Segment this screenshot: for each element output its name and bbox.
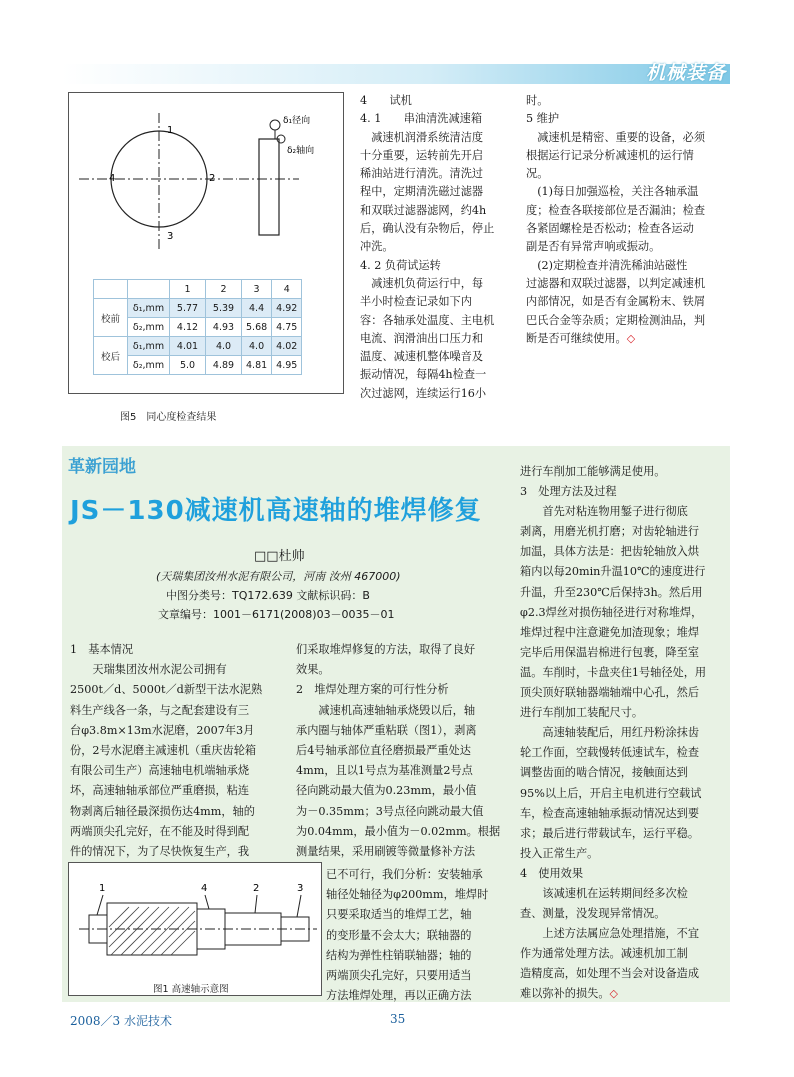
text-line: 为－0.35mm；3号点径向跳动最大值 — [296, 804, 484, 818]
table-row — [94, 337, 302, 356]
text-line: 进行车削加工能够满足使用。 — [520, 465, 666, 478]
top-text-column-3 — [526, 92, 730, 348]
value-cell: 4.12 — [170, 318, 206, 337]
figure-1 — [68, 862, 322, 996]
text-line: 后4号轴承部位直径磨损最严重处达 — [296, 743, 471, 757]
footer-page-number: 35 — [390, 1012, 406, 1026]
text-line: 减速机负荷运行中，每 — [360, 276, 484, 290]
text-line: 5 维护 — [526, 112, 560, 126]
text-line: 4 使用效果 — [520, 866, 584, 880]
concentricity-diagram — [69, 93, 345, 283]
text-line: 减速机高速轴轴承烧毁以后，轴 — [296, 703, 476, 717]
text-line: 4mm，且以1号点为基准测量2号点 — [296, 764, 473, 778]
value-cell: 4.92 — [272, 299, 302, 318]
value-cell: 4.0 — [206, 337, 242, 356]
text-line: 巴氏合金等杂质；定期检测油品，判 — [526, 313, 706, 327]
text-line: 内部情况，如是否有金属粉末、铁屑 — [526, 295, 706, 309]
text-line: 效果。 — [296, 663, 330, 677]
text-line: 4 试机 — [360, 94, 412, 107]
text-line: 温。车削时，卡盘夹住1号轴径处，用 — [520, 665, 707, 679]
text-line: 温度、减速机整体噪音及 — [360, 350, 484, 364]
axial-label: δ₂轴向 — [287, 146, 315, 156]
text-line: 各紧固螺栓是否松动；检查各运动 — [526, 222, 694, 236]
text-line: φ2.3焊丝对损伤轴径进行对称堆焊， — [520, 605, 703, 619]
point-3-label: 3 — [167, 231, 174, 242]
row-label: δ₂,mm — [128, 318, 170, 337]
header-cell: 4 — [272, 280, 302, 299]
text-line: 箱内以每20min升温10℃的速度进行 — [520, 565, 706, 579]
text-line: (1)每日加强巡检，关注各轴承温 — [526, 185, 699, 199]
text-line: 径向跳动最大值为0.23mm，最小值 — [296, 784, 477, 798]
text-line: 程中，定期清洗磁过滤器 — [360, 185, 484, 199]
text-line: 升温，升至230℃后保持3h。然后用 — [520, 585, 703, 599]
footer-journal: 2008／3 水泥技术 — [70, 1014, 172, 1028]
text-line: 高速轴装配后，用红丹粉涂抹齿 — [520, 726, 700, 740]
value-cell: 4.95 — [272, 356, 302, 375]
value-cell: 4.89 — [206, 356, 242, 375]
text-line: 加温，具体方法是：把齿轮轴放入烘 — [520, 545, 700, 559]
text-line: 们采取堆焊修复的方法，取得了良好 — [296, 643, 476, 656]
article-author: □□杜帅 — [254, 549, 305, 564]
radial-label: δ₁径向 — [283, 116, 311, 126]
text-line: 已不可行，我们分析：安装轴承 — [326, 868, 483, 881]
text-line: 减速机润滑系统清洁度 — [360, 130, 484, 144]
text-line: 台φ3.8m×13m水泥磨，2007年3月 — [70, 723, 255, 737]
header-cell: 2 — [206, 280, 242, 299]
text-line: 件的情况下，为了尽快恢复生产，我 — [70, 844, 250, 858]
text-line: 断是否可继续使用。◇ — [526, 330, 730, 348]
text-line: 和双联过滤器滤网，约4h — [360, 203, 487, 217]
table-row — [94, 299, 302, 318]
value-cell: 5.77 — [170, 299, 206, 318]
point-1-label: 1 — [167, 125, 174, 136]
text-line: 顶尖顶好联轴器端轴端中心孔，然后 — [520, 686, 700, 700]
group-cell: 校后 — [94, 337, 128, 375]
end-mark-icon: ◇ — [626, 331, 636, 345]
figure-5 — [68, 92, 344, 394]
text-line: 有限公司生产）高速轴电机端轴承烧 — [70, 764, 250, 778]
body-column-middle-wrap — [326, 865, 506, 1006]
text-line: (2)定期检查并清洗稀油站磁性 — [526, 258, 688, 272]
text-line: 轴径处轴径为φ200mm，堆焊时 — [326, 888, 489, 902]
point-2-label: 2 — [209, 173, 216, 184]
value-cell: 4.0 — [242, 337, 272, 356]
text-line: 承内圈与轴体严重粘联（图1），剥离 — [296, 723, 477, 737]
value-cell: 4.01 — [170, 337, 206, 356]
text-line: 物剥离后轴径最深损伤达4mm，轴的 — [70, 804, 255, 818]
shaft-label-3: 3 — [297, 883, 304, 894]
row-label: δ₁,mm — [128, 299, 170, 318]
text-line: 求；最后进行带载试车，运行平稳。 — [520, 826, 700, 840]
text-line: 两端顶尖孔完好，在不能及时得到配 — [70, 824, 250, 838]
text-line: 造精度高，如处理不当会对设备造成 — [520, 967, 700, 981]
value-cell: 5.39 — [206, 299, 242, 318]
row-label: δ₂,mm — [128, 356, 170, 375]
article-section-label: 革新园地 — [68, 457, 136, 477]
figure-5-caption: 图5 同心度检查结果 — [120, 412, 217, 423]
text-line: 调整齿面的啮合情况，接触面达到 — [520, 766, 688, 780]
text-line: 后，确认没有杂物后，停止 — [360, 222, 495, 236]
text-line: 该减速机在运转期间经多次检 — [520, 886, 688, 900]
end-mark-icon: ◇ — [609, 987, 618, 1001]
text-line: 1 基本情况 — [70, 643, 134, 656]
text-line: 4. 2 负荷试运转 — [360, 258, 441, 272]
text-line: 振动情况，每隔4h检查一 — [360, 368, 487, 382]
text-line: 时。 — [526, 94, 549, 107]
text-line: 难以弥补的损失。◇ — [520, 984, 730, 1004]
table-header-row — [94, 280, 302, 299]
text-line: 剥离，用磨光机打磨；对齿轮轴进行 — [520, 525, 700, 539]
text-line: 95%以上后，开启主电机进行空载试 — [520, 786, 702, 800]
article-affiliation: (天瑞集团汝州水泥有限公司，河南 汝州 467000) — [156, 570, 401, 583]
text-line: 首先对粘连物用錾子进行彻底 — [520, 505, 688, 519]
text-line: 方法堆焊处理，再以正确方法 — [326, 989, 472, 1003]
text-line: 查、测量，没发现异常情况。 — [520, 907, 666, 921]
text-line: 过滤器和双联过滤器，以判定减速机 — [526, 276, 706, 290]
shaft-label-2: 2 — [253, 883, 260, 894]
body-column-middle — [296, 640, 506, 862]
text-line: 份，2号水泥磨主减速机（重庆齿轮箱 — [70, 743, 257, 757]
text-line: 堆焊过程中注意避免加渣现象；堆焊 — [520, 625, 700, 639]
text-line: 车，检查高速轴轴承振动情况达到要 — [520, 806, 700, 820]
text-line: 坏，高速轴轴承部位严重磨损，粘连 — [70, 784, 250, 798]
point-4-label: 4 — [109, 173, 116, 184]
text-line: 上述方法属应急处理措施，不宜 — [520, 927, 700, 941]
value-cell: 4.4 — [242, 299, 272, 318]
top-text-column-2 — [360, 92, 510, 403]
text-line: 投入正常生产。 — [520, 846, 599, 860]
text-line: 容：各轴承处温度、主电机 — [360, 313, 495, 327]
text-line: 电流、润滑油出口压力和 — [360, 331, 484, 345]
text-line: 进行车削加工装配尺寸。 — [520, 706, 644, 720]
text-line: 十分重要，运转前先开启 — [360, 148, 484, 162]
group-cell: 校前 — [94, 299, 128, 337]
shaft-diagram — [69, 863, 323, 997]
text-line: 3 处理方法及过程 — [520, 485, 617, 499]
text-line: 的变形量不会太大；联轴器的 — [326, 928, 472, 942]
text-line: 冲洗。 — [360, 240, 394, 254]
text-line: 根据运行记录分析减速机的运行情 — [526, 148, 694, 162]
figure-1-caption: 图1 高速轴示意图 — [153, 984, 229, 995]
value-cell: 4.93 — [206, 318, 242, 337]
text-line: 2 堆焊处理方案的可行性分析 — [296, 683, 449, 697]
text-line: 半小时检查记录如下内 — [360, 295, 472, 309]
text-line: 减速机是精密、重要的设备，必须 — [526, 130, 706, 144]
shaft-label-4: 4 — [201, 883, 208, 894]
value-cell: 4.81 — [242, 356, 272, 375]
text-line: 完毕后用保温岩棉进行包裹，降至室 — [520, 645, 700, 659]
row-label: δ₁,mm — [128, 337, 170, 356]
text-line: 轮工作面，空载慢转低速试车，检查 — [520, 746, 700, 760]
body-column-left — [70, 640, 280, 862]
value-cell: 5.0 — [170, 356, 206, 375]
shaft-label-1: 1 — [99, 883, 106, 894]
text-line: 度；检查各联接部位是否漏油；检查 — [526, 203, 706, 217]
text-line: 次过滤网，连续运行16小 — [360, 386, 487, 400]
header-band — [62, 64, 730, 84]
text-line: 料生产线各一条，与之配套建设有三 — [70, 703, 250, 717]
value-cell: 4.75 — [272, 318, 302, 337]
text-line: 结构为弹性柱销联轴器；轴的 — [326, 948, 472, 962]
value-cell: 5.68 — [242, 318, 272, 337]
text-line: 天瑞集团汝州水泥公司拥有 — [70, 663, 227, 677]
article-clc: 中图分类号：TQ172.639 文献标识码：B — [166, 589, 370, 602]
value-cell: 4.02 — [272, 337, 302, 356]
body-column-right — [520, 462, 730, 1005]
text-line: 稀油站进行清洗。清洗过 — [360, 167, 484, 181]
concentricity-table — [93, 279, 302, 375]
article-title: JS－130减速机高速轴的堆焊修复 — [70, 496, 482, 526]
text-line: 4. 1 串油清洗减速箱 — [360, 112, 483, 126]
text-line: 测量结果，采用刷镀等微量修补方法 — [296, 844, 476, 858]
text-line: 两端顶尖孔完好，只要用适当 — [326, 968, 472, 982]
text-line: 况。 — [526, 167, 549, 181]
text-line: 副是否有异常声响或振动。 — [526, 240, 661, 254]
text-line: 只要采取适当的堆焊工艺，轴 — [326, 908, 472, 922]
section-header-title: 机械装备 — [645, 62, 726, 84]
text-line: 2500t／d、5000t／d新型干法水泥熟 — [70, 683, 263, 697]
header-cell: 1 — [170, 280, 206, 299]
article-number: 文章编号：1001－6171(2008)03－0035－01 — [158, 608, 395, 621]
text-line: 为0.04mm，最小值为－0.02mm。根据 — [296, 824, 501, 838]
text-line: 作为通常处理方法。减速机加工制 — [520, 947, 688, 961]
header-cell: 3 — [242, 280, 272, 299]
